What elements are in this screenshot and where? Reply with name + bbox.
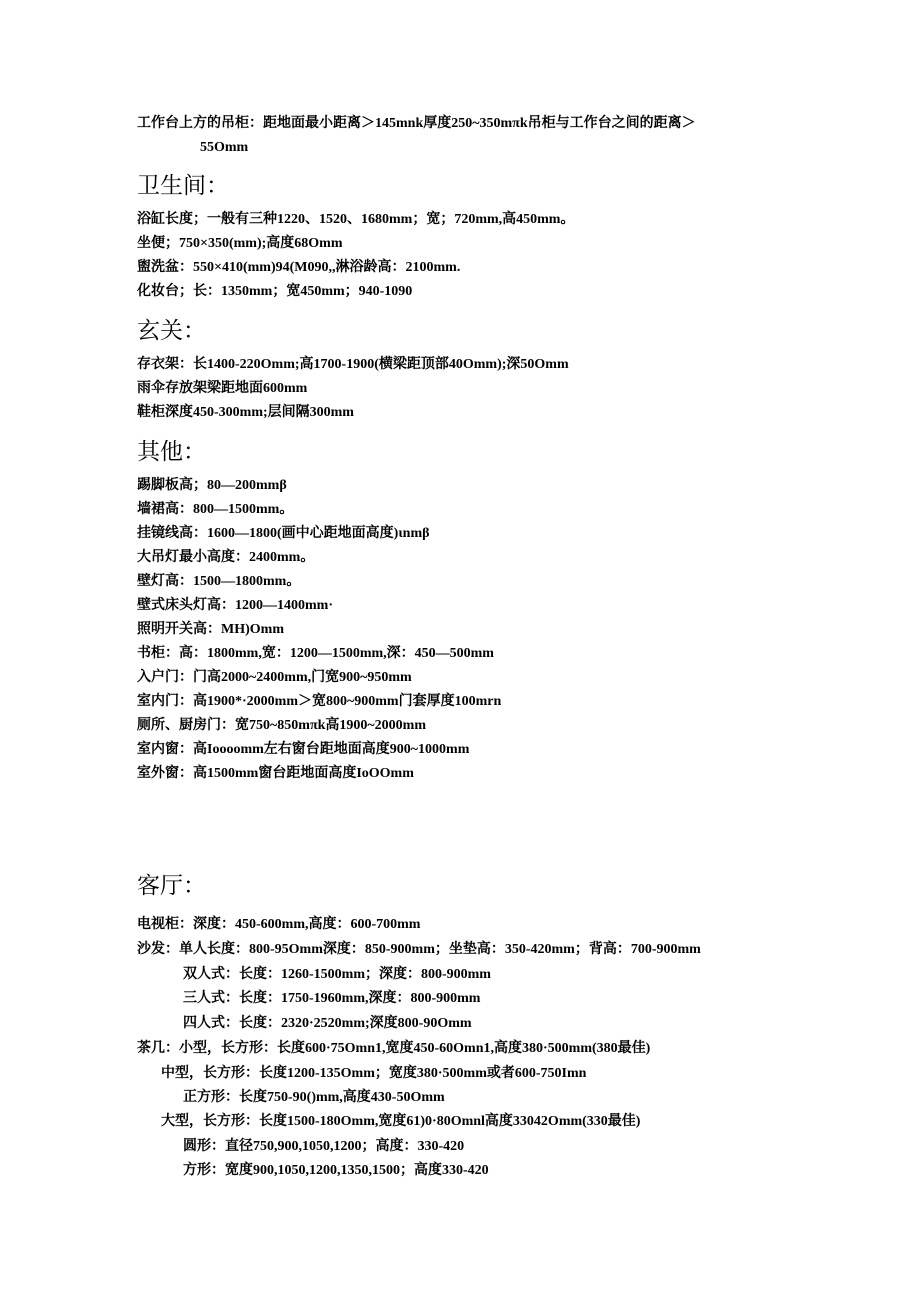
text-line-coffee-table-square-type: 方形：宽度900,1050,1200,1350,1500；高度330-420 — [183, 1163, 489, 1178]
text-line-entry-door: 入户门：门高2000~2400mm,门宽900~950mm — [137, 670, 412, 685]
text-line-tv-cabinet: 电视柜：深度：450-600mm,高度：600-700mm — [137, 917, 421, 932]
text-line-wall-lamp: 壁灯高：1500—1800mm。 — [137, 574, 301, 589]
text-line-shoe-cabinet: 鞋柜深度450-300mm;层间隔300mm — [137, 405, 354, 420]
text-line-coffee-table-round: 圆形：直径750,900,1050,1200；高度：330-420 — [183, 1139, 465, 1154]
heading-other: 其他： — [137, 439, 206, 464]
text-line-umbrella-rack: 雨伞存放架梁距地面600mm — [137, 381, 308, 396]
heading-bathroom: 卫生间： — [137, 173, 229, 198]
text-line-bath-kitchen-door: 厕所、厨房门：宽750~850mπk高1900~2000mm — [137, 718, 427, 733]
text-line-exterior-window: 室外窗：高1500mm窗台距地面高度IoOOmm — [137, 766, 414, 781]
text-line-wall-cabinet-cont: 55Omm — [200, 140, 249, 155]
text-line-vanity: 化妆台；长：1350mm；宽450mm；940-1090 — [137, 284, 413, 299]
text-line-washbasin: 盥洗盆：550×410(mm)94(M090,,淋浴龄高：2100mm. — [137, 260, 461, 275]
text-line-coffee-table-medium: 中型，长方形：长度1200-135Omm；宽度380·500mm或者600-750Imn — [161, 1066, 587, 1081]
text-line-interior-window: 室内窗：高Ioooomm左右窗台距地面高度900~1000mm — [137, 742, 470, 757]
text-line-sofa-quad: 四人式：长度：2320·2520mm;深度800-90Omm — [183, 1016, 472, 1031]
text-line-wainscot: 墙裙高：800—1500mm。 — [137, 502, 294, 517]
text-line-baseboard: 踢脚板高；80—200mmβ — [137, 478, 287, 493]
text-line-light-switch: 照明开关高：MH)Omm — [137, 622, 284, 637]
text-line-bedside-lamp: 壁式床头灯高：1200—1400mm· — [137, 598, 333, 613]
text-line-chandelier: 大吊灯最小高度：2400mm。 — [137, 550, 315, 565]
text-line-bathtub: 浴缸长度；一般有三种1220、1520、1680mm；宽；720mm,高450mm。 — [137, 212, 575, 227]
text-line-toilet: 坐便；750×350(mm);高度68Omm — [137, 236, 343, 251]
text-line-wall-cabinet: 工作台上方的吊柜：距地面最小距离＞145mnk厚度250~350mπk吊柜与工作台之间的距离＞ — [137, 116, 696, 131]
text-line-coffee-table-large: 大型，长方形：长度1500-180Omm,宽度61)0·80Omnl高度33042Omm(330最佳) — [161, 1114, 641, 1129]
text-line-sofa-triple: 三人式：长度：1750-1960mm,深度：800-900mm — [183, 991, 481, 1006]
text-line-interior-door: 室内门：高1900*·2000mm＞宽800~900mm门套厚度100mrn — [137, 694, 502, 709]
heading-living-room: 客厅： — [137, 873, 206, 898]
text-line-sofa-double: 双人式：长度：1260-1500mm；深度：800-900mm — [183, 967, 491, 982]
text-line-coffee-table-square: 正方形：长度750-90()mm,高度430-50Omm — [183, 1090, 445, 1105]
text-line-picture-rail: 挂镜线高：1600—1800(画中心距地面高度)ιnmβ — [137, 526, 430, 541]
text-line-coat-rack: 存衣架：长1400-220Omm;高1700-1900(横梁距顶部40Omm);深50Omm — [137, 357, 569, 372]
text-line-sofa-single: 沙发：单人长度：800-95Omm深度：850-900mm；坐垫高：350-420mm；背高：700-900mm — [137, 942, 701, 957]
text-line-bookcase: 书柜：高：1800mm,宽：1200—1500mm,深：450—500mm — [137, 646, 494, 661]
heading-entry: 玄关： — [137, 318, 206, 343]
text-line-coffee-table-small: 茶几：小型，长方形：长度600·75Omn1,宽度450-60Omn1,高度380·500mm(380最佳) — [137, 1041, 651, 1056]
